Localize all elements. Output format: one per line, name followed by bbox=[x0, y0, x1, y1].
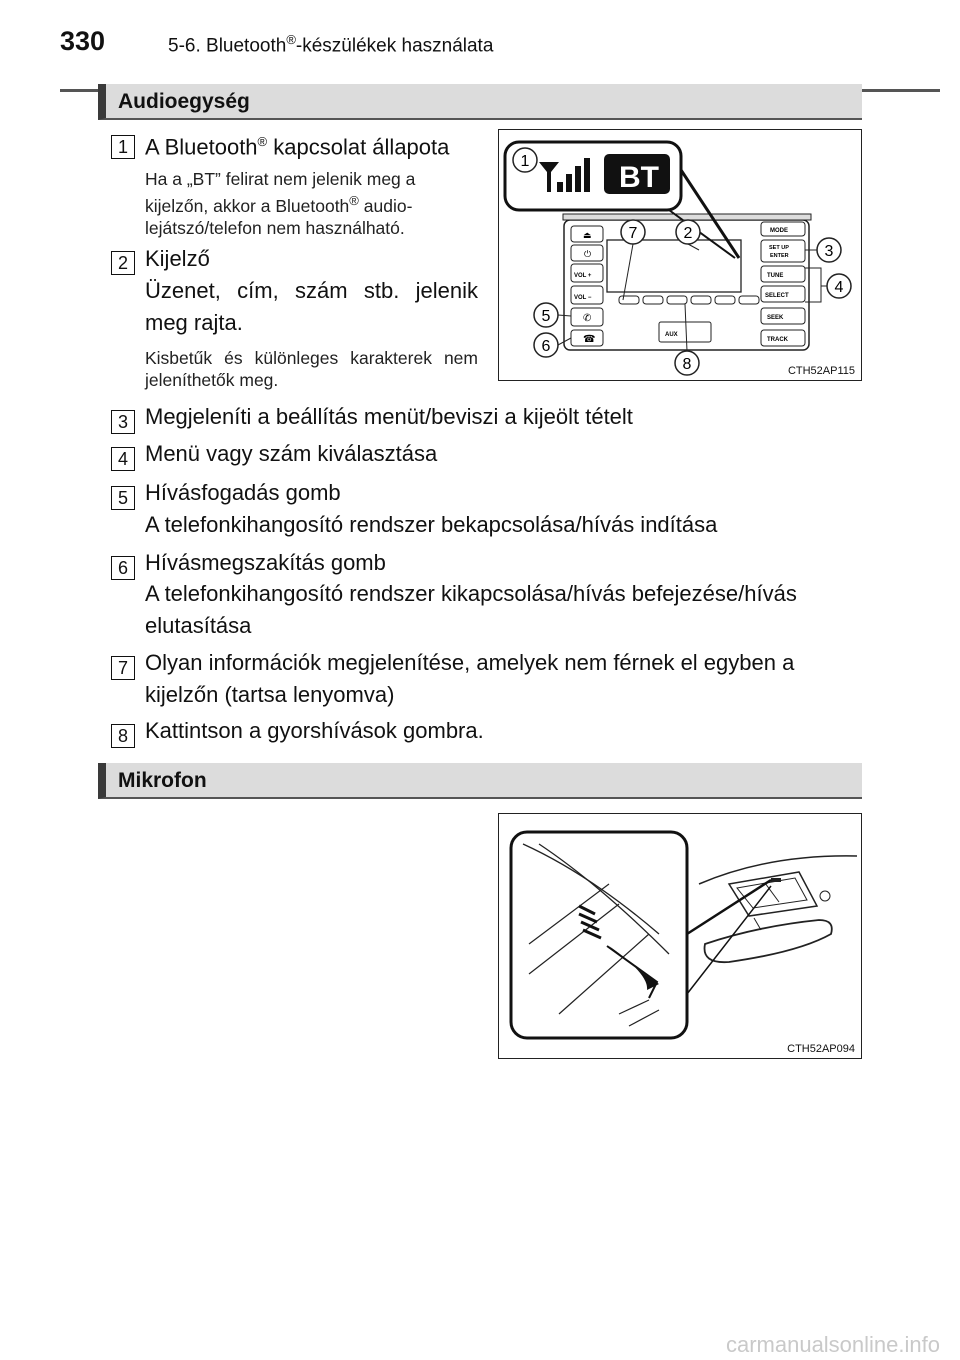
item-title: Hívásfogadás gomb bbox=[145, 480, 341, 505]
aux-label: AUX bbox=[665, 332, 678, 338]
callout-7: 7 bbox=[628, 225, 638, 242]
item-title: Kijelző bbox=[145, 246, 210, 271]
eject-icon: ⏏ bbox=[583, 230, 592, 240]
callout-8: 8 bbox=[682, 356, 692, 373]
tune-label: TUNE bbox=[767, 273, 784, 279]
item-number: 1 bbox=[111, 135, 135, 159]
item-title: A Bluetooth® kapcsolat állapota bbox=[145, 134, 450, 160]
item-title: Megjeleníti a beállítás menüt/beviszi a kijeölt tételt bbox=[145, 404, 633, 429]
figure-code: CTH52AP094 bbox=[787, 1043, 855, 1055]
item-number: 8 bbox=[111, 724, 135, 748]
item-number: 6 bbox=[111, 556, 135, 580]
setup-label: SET UP bbox=[769, 245, 789, 251]
section-heading-audio: Audioegység bbox=[98, 84, 862, 120]
callout-2: 2 bbox=[683, 225, 693, 242]
item-number: 2 bbox=[111, 251, 135, 275]
enter-label: ENTER bbox=[770, 253, 789, 259]
callout-1: 1 bbox=[520, 153, 530, 170]
item-title: Menü vagy szám kiválasztása bbox=[145, 441, 438, 466]
vol-down-label: VOL − bbox=[574, 295, 592, 301]
phone-pickup-icon: ✆ bbox=[583, 313, 592, 324]
item-title: Hívásmegszakítás gomb bbox=[145, 550, 386, 575]
item-text: A telefonkihangosító rendszer bekapcsolása/hívás indítása bbox=[145, 512, 718, 537]
page-number: 330 bbox=[60, 26, 106, 56]
phone-hangup-icon: ☎ bbox=[583, 334, 596, 345]
audio-unit-illustration bbox=[499, 130, 861, 380]
microphone-illustration bbox=[499, 814, 861, 1058]
item-number: 5 bbox=[111, 486, 135, 510]
item-text: Üzenet, cím, szám stb. jelenik meg rajta. bbox=[145, 278, 478, 335]
power-icon: ⏻ bbox=[584, 249, 592, 259]
microphone-figure bbox=[498, 813, 862, 1059]
audio-unit-figure bbox=[498, 129, 862, 381]
vol-up-label: VOL + bbox=[574, 273, 592, 279]
page-header bbox=[60, 26, 940, 62]
callout-3: 3 bbox=[824, 243, 834, 260]
section-heading-microphone: Mikrofon bbox=[98, 763, 862, 799]
item-number: 3 bbox=[111, 410, 135, 434]
watermark: carmanualsonline.info bbox=[725, 1332, 940, 1357]
item-note: Kisbetűk és különleges karakterek nem jeleníthetők meg. bbox=[145, 348, 478, 390]
figure-code: CTH52AP115 bbox=[787, 365, 855, 377]
track-label: TRACK bbox=[767, 337, 788, 343]
item-title: Kattintson a gyorshívások gombra. bbox=[145, 718, 484, 743]
item-title: Olyan információk megjelenítése, amelyek nem férnek el egyben a kijelzőn (tartsa lenyomva) bbox=[145, 650, 795, 707]
mode-label: MODE bbox=[770, 228, 788, 234]
callout-6: 6 bbox=[541, 338, 551, 355]
item-note: Ha a „BT” felirat nem jelenik meg a kijelzőn, akkor a Bluetooth® audio- lejátszó/telefon nem használható. bbox=[145, 169, 416, 238]
item-text: A telefonkihangosító rendszer kikapcsolása/hívás befejezése/hívás elutasítása bbox=[145, 581, 797, 638]
select-label: SELECT bbox=[765, 293, 789, 299]
chapter-title: 5-6. Bluetooth®-készülékek használata bbox=[168, 32, 494, 57]
seek-label: SEEK bbox=[767, 315, 784, 321]
item-number: 7 bbox=[111, 656, 135, 680]
callout-5: 5 bbox=[541, 308, 551, 325]
item-number: 4 bbox=[111, 447, 135, 471]
bt-indicator: BT bbox=[619, 161, 659, 194]
callout-4: 4 bbox=[834, 279, 844, 296]
